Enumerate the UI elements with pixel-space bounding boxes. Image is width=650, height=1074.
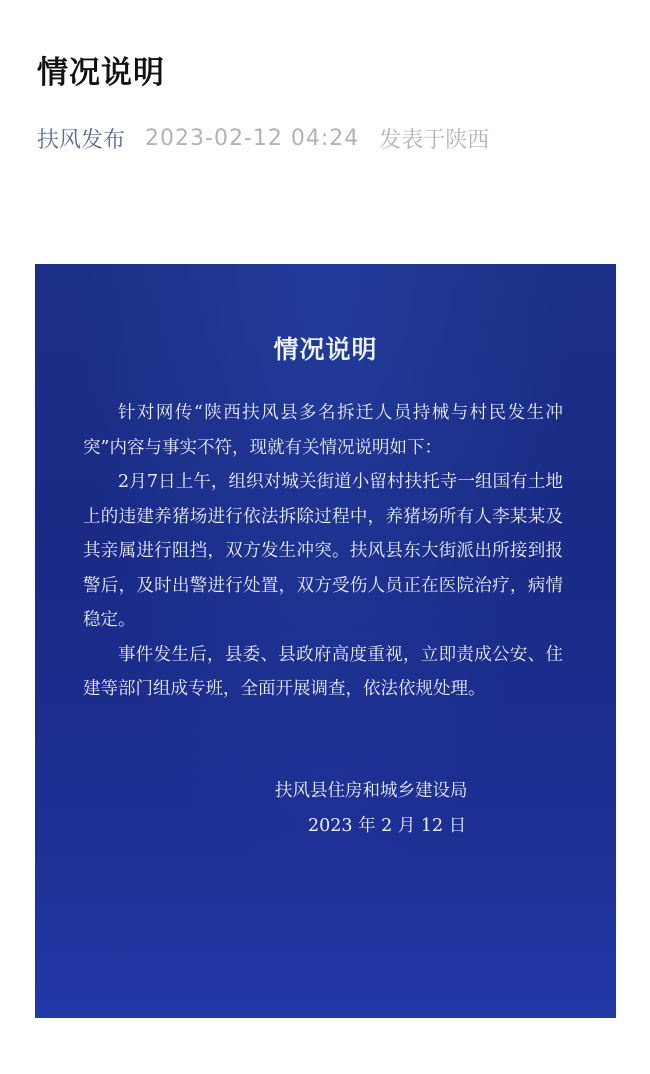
- publish-time: 2023-02-12 04:24: [145, 125, 360, 151]
- notice-paragraph: 针对网传“陕西扶风县多名拆迁人员持械与村民发生冲突”内容与事实不符，现就有关情况说明如下：: [83, 403, 563, 458]
- notice-paragraph: 2月7日上午，组织对城关街道小留村扶托寺一组国有土地上的违建养猪场进行依法拆除过程中，养猪场所有人李某某及其亲属进行阻挡，双方发生冲突。扶风县东大街派出所接到报警后，及时出警进行处置，双方受伤人员正在医院治疗，病情稳定。: [83, 472, 563, 630]
- notice-image[interactable]: [35, 264, 616, 1018]
- signature-date: 2023 年 2 月 12 日: [308, 815, 467, 836]
- notice-title: 情况说明: [273, 335, 378, 364]
- account-name-link[interactable]: 扶风发布: [37, 127, 126, 153]
- notice-paragraph: 事件发生后，县委、县政府高度重视，立即责成公安、住建等部门组成专班，全面开展调查，依法依规处理。: [83, 644, 563, 699]
- notice-body: [83, 396, 563, 707]
- publish-location: 发表于陕西: [379, 127, 490, 153]
- signature-org: 扶风县住房和城乡建设局: [275, 781, 468, 801]
- article-title: 情况说明: [37, 55, 165, 91]
- notice-signature: [35, 774, 616, 843]
- article-meta: [37, 118, 489, 158]
